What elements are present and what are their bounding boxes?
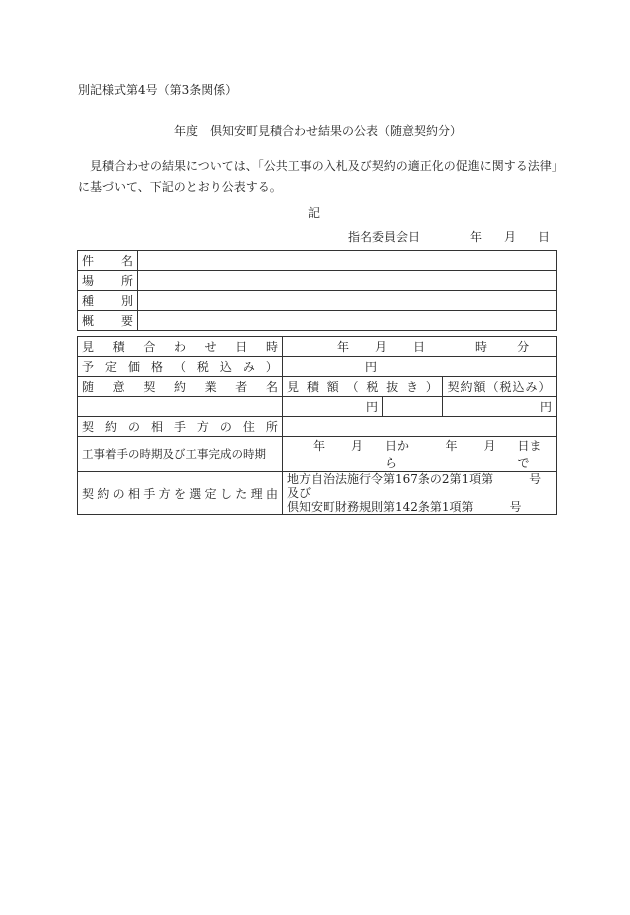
value-partner-address[interactable] <box>283 417 557 437</box>
value-gaiyo[interactable] <box>138 311 557 331</box>
committee-date-line <box>348 228 550 245</box>
reason-line-2: 倶知安町財務規則第142条第1項第 号 <box>287 500 522 514</box>
reason-line-1: 地方自治法施行令第167条の2第1項第 号及び <box>287 472 542 500</box>
value-planned-price[interactable]: 円 <box>283 357 557 377</box>
value-estimate-amount[interactable]: 円 <box>283 397 383 417</box>
value-construction-period[interactable]: 年 月 日から 年 月 日まで <box>283 437 557 472</box>
value-contract-amount[interactable]: 円 <box>443 397 557 417</box>
label-selection-reason: 契 約 の 相 手 方 を 選 定 し た 理 由 <box>78 472 283 515</box>
label-estimate-datetime: 見 積 合 わ せ 日 時 <box>78 337 283 357</box>
table-row <box>78 271 557 291</box>
form-number: 別記様式第4号（第3条関係） <box>78 83 238 97</box>
page-title: 年度 倶知安町見積合わせ結果の公表（随意契約分） <box>174 124 463 138</box>
label-shubetsu: 種 別 <box>78 291 138 311</box>
value-kenmei[interactable] <box>138 251 557 271</box>
value-estimate-datetime[interactable]: 年 月 日 時 分 <box>283 337 557 357</box>
value-contractor-name[interactable] <box>78 397 283 417</box>
label-kenmei: 件 名 <box>78 251 138 271</box>
table-row <box>78 417 557 437</box>
project-info-table <box>77 250 557 331</box>
value-estimate-blank[interactable] <box>383 397 443 417</box>
committee-date-label: 指名委員会日 <box>348 230 421 244</box>
result-table <box>77 336 557 515</box>
value-shubetsu[interactable] <box>138 291 557 311</box>
table-row <box>78 337 557 357</box>
table-row <box>78 397 557 417</box>
table-row <box>78 291 557 311</box>
date-day: 日 <box>538 230 551 244</box>
label-planned-price: 予 定 価 格 （ 税 込 み ） <box>78 357 283 377</box>
table-row <box>78 251 557 271</box>
date-year: 年 <box>470 230 483 244</box>
ki-heading: 記 <box>308 206 321 220</box>
table-row <box>78 437 557 472</box>
value-basho[interactable] <box>138 271 557 291</box>
table-row <box>78 311 557 331</box>
header-estimate-amount: 見 積 額 （ 税 抜 き ） <box>283 377 443 397</box>
label-partner-address: 契 約 の 相 手 方 の 住 所 <box>78 417 283 437</box>
table-row <box>78 377 557 397</box>
header-contract-amount: 契約額（税込み） <box>443 377 557 397</box>
table-row <box>78 472 557 515</box>
date-month: 月 <box>504 230 517 244</box>
table-row <box>78 357 557 377</box>
label-gaiyo: 概 要 <box>78 311 138 331</box>
label-construction-period: 工事着手の時期及び工事完成の時期 <box>78 437 283 472</box>
label-basho: 場 所 <box>78 271 138 291</box>
body-text: 見積合わせの結果については、「公共工事の入札及び契約の適正化の促進に関する法律」に基づいて、下記のとおり公表する。 <box>78 159 558 194</box>
label-contractor: 随 意 契 約 業 者 名 <box>78 377 283 397</box>
value-selection-reason[interactable] <box>283 472 557 515</box>
